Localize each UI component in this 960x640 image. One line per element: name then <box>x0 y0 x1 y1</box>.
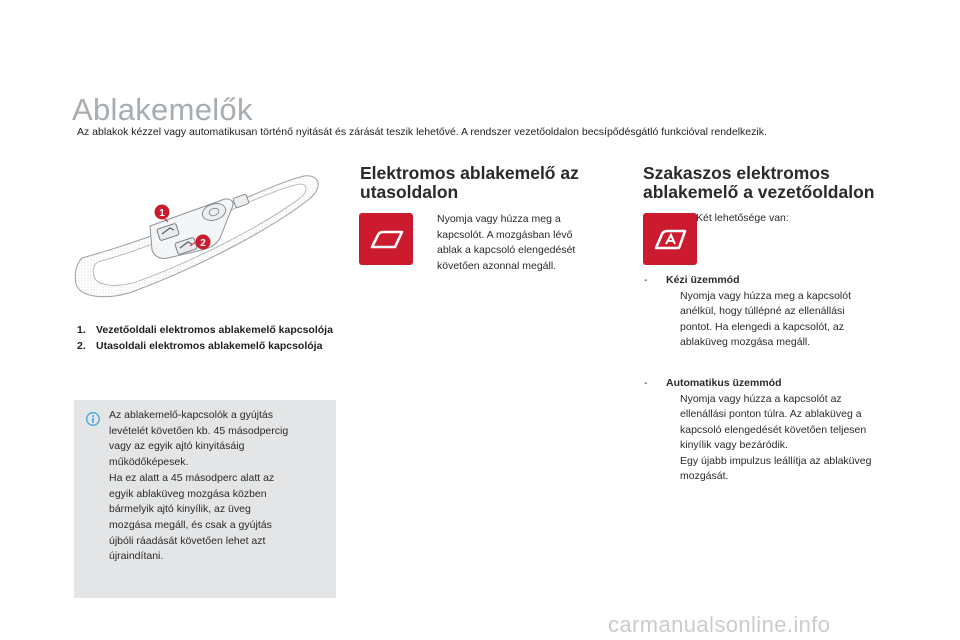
caption-text: Vezetőoldali elektromos ablakemelő kapcsolója <box>96 324 333 336</box>
instruction-item <box>423 212 603 274</box>
caption-list <box>77 322 337 354</box>
svg-text:2: 2 <box>200 238 206 249</box>
instruction-item <box>666 454 934 485</box>
caption-item <box>77 322 337 338</box>
auto-window-switch-icon <box>643 213 697 265</box>
pointing-hand-icon <box>423 212 437 274</box>
page-title: Ablakemelők <box>72 92 253 127</box>
caption-number: 2. <box>77 340 86 352</box>
instruction-item <box>666 289 934 351</box>
svg-text:1: 1 <box>159 208 165 219</box>
caption-item <box>77 338 337 354</box>
pointing-hand-icon <box>666 392 680 454</box>
info-icon <box>86 412 100 426</box>
instruction-item <box>666 392 934 454</box>
caption-text: Utasoldali elektromos ablakemelő kapcsolója <box>96 340 323 352</box>
dash-marker: - <box>644 274 648 286</box>
window-switch-icon <box>359 213 413 265</box>
passenger-instructions <box>423 212 603 274</box>
instruction-text: Egy újabb impulzus leállítja az ablaküveg mozgását. <box>680 454 872 482</box>
window-switch-illustration <box>72 166 330 314</box>
driver-lead-text: Két lehetősége van: <box>696 212 789 224</box>
watermark: carmanualsonline.info <box>608 612 831 637</box>
manual-mode-title: Kézi üzemmód <box>666 274 740 286</box>
manual-mode <box>644 273 934 351</box>
pointing-hand-icon <box>666 289 680 351</box>
instruction-text: Nyomja vagy húzza a kapcsolót az ellenállási ponton túlra. Az ablaküveg a kapcsoló elengedését követően teljesen kinyílik vagy bezáródik. <box>680 392 867 451</box>
automatic-mode <box>644 376 934 485</box>
instruction-text: Nyomja vagy húzza meg a kapcsolót. A mozgásban lévő ablak a kapcsoló elengedését követően azonnal megáll. <box>437 213 576 272</box>
automatic-mode-title: Automatikus üzemmód <box>666 377 782 389</box>
passenger-section-title: Elektromos ablakemelő az utasoldalon <box>360 163 579 202</box>
driver-section-title: Szakaszos elektromos ablakemelő a vezetőoldalon <box>643 163 875 202</box>
dash-marker: - <box>644 377 648 389</box>
caption-number: 1. <box>77 324 86 336</box>
info-text: Az ablakemelő-kapcsolók a gyújtás levételét követően kb. 45 másodpercig vagy az egyik ajtó kinyitásáig működőképesek. Ha ez alatt a 45 másodperc alatt az egyik ablaküveg mozgása közben bármelyik ajtó kinyílik, az üveg mozgása megáll, és csak a gyújtás újbóli ráadását követően lehet azt újraindítani. <box>109 409 289 563</box>
intro-text: Az ablakok kézzel vagy automatikusan történő nyitását és zárását teszik lehetővé. A rendszer vezetőoldalon becsípődésgátló funkcióval rendelkezik. <box>77 126 767 138</box>
pointing-hand-icon <box>666 454 680 485</box>
instruction-text: Nyomja vagy húzza meg a kapcsolót anélkül, hogy túllépné az ellenállási pontot. Ha elengedi a kapcsolót, az ablaküveg mozgása megáll. <box>680 289 851 348</box>
